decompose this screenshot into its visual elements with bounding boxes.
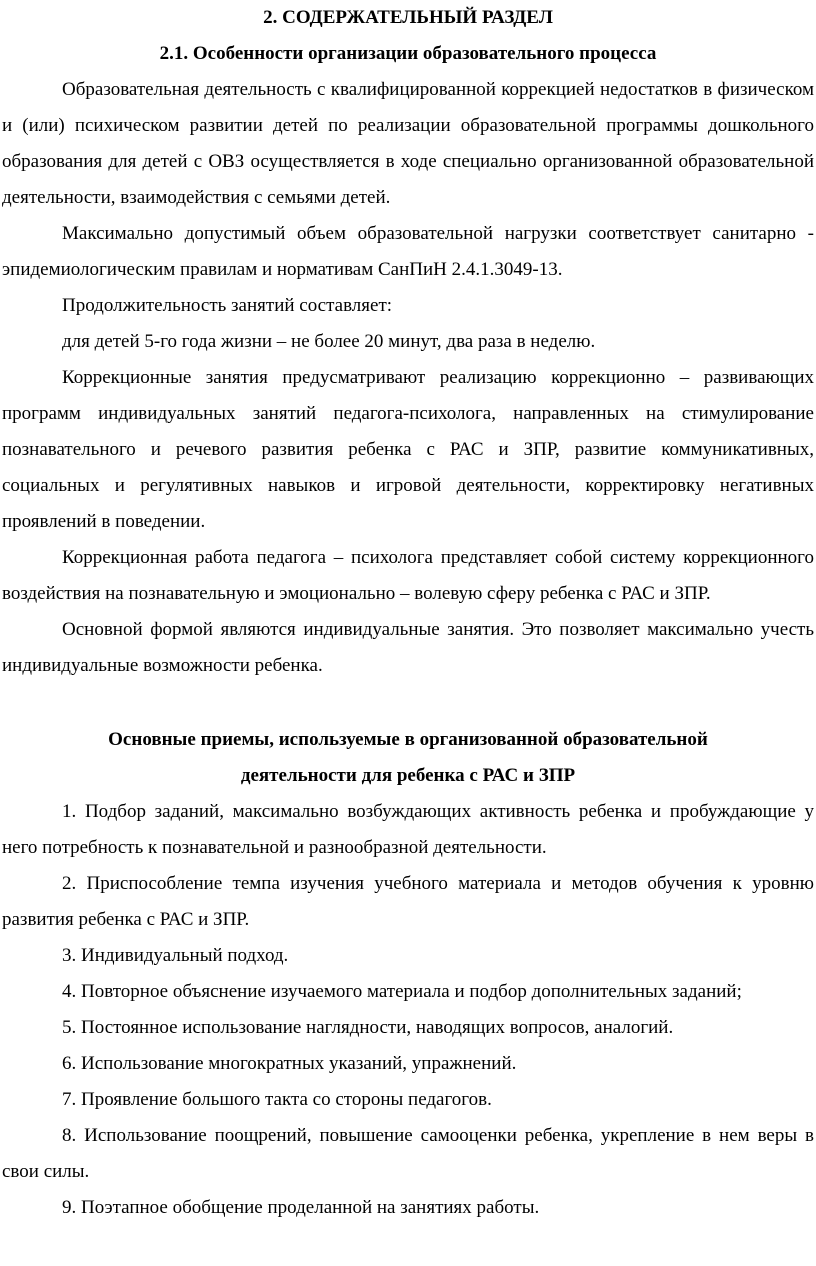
- paragraph: Максимально допустимый объем образовательной нагрузки соответствует санитарно - эпидемиологическим правилам и нормативам СанПиН 2.4.1.3049-13.: [2, 223, 814, 280]
- methods-title-line2: деятельности для ребенка с РАС и ЗПР: [240, 765, 576, 786]
- subsection-title: 2.1. Особенности организации образовательного процесса: [159, 43, 657, 64]
- paragraph: Основной формой являются индивидуальные занятия. Это позволяет максимально учесть индивидуальные возможности ребенка.: [2, 619, 814, 676]
- method-item: 2. Приспособление темпа изучения учебного материала и методов обучения к уровню развития ребенка с РАС и ЗПР.: [2, 873, 814, 930]
- method-item: 4. Повторное объяснение изучаемого материала и подбор дополнительных заданий;: [62, 981, 742, 1002]
- method-item: 1. Подбор заданий, максимально возбуждающих активность ребенка и пробуждающие у него потребность к познавательной и разнообразной деятельности.: [2, 801, 814, 858]
- method-item: 8. Использование поощрений, повышение самооценки ребенка, укрепление в нем веры в свои силы.: [2, 1125, 814, 1182]
- methods-title-line1: Основные приемы, используемые в организованной образовательной: [108, 729, 708, 750]
- paragraph: для детей 5-го года жизни – не более 20 минут, два раза в неделю.: [62, 331, 596, 352]
- method-item: 5. Постоянное использование наглядности, наводящих вопросов, аналогий.: [62, 1017, 674, 1038]
- section-gap: [2, 684, 814, 722]
- method-item: 3. Индивидуальный подход.: [62, 945, 289, 966]
- paragraph: Продолжительность занятий составляет:: [62, 295, 393, 316]
- method-item: 9. Поэтапное обобщение проделанной на занятиях работы.: [62, 1197, 540, 1218]
- paragraph: Коррекционная работа педагога – психолога представляет собой систему коррекционного воздействия на познавательную и эмоционально – волевую сферу ребенка с РАС и ЗПР.: [2, 547, 814, 604]
- section-title: 2. СОДЕРЖАТЕЛЬНЫЙ РАЗДЕЛ: [263, 7, 553, 28]
- method-item: 6. Использование многократных указаний, упражнений.: [62, 1053, 517, 1074]
- paragraph: Образовательная деятельность с квалифицированной коррекцией недостатков в физическом и (или) психическом развитии детей по реализации образовательной программы дошкольного образования для детей с ОВЗ осуществляется в ходе специально организованной образовательной деятельности, взаимодействия с семьями детей.: [2, 79, 814, 208]
- method-item: 7. Проявление большого такта со стороны педагогов.: [62, 1089, 492, 1110]
- paragraph: Коррекционные занятия предусматривают реализацию коррекционно – развивающих программ индивидуальных занятий педагога-психолога, направленных на стимулирование познавательного и речевого развития ребенка с РАС и ЗПР, развитие коммуникативных, социальных и регулятивных навыков и игровой деятельности, корректировку негативных проявлений в поведении.: [2, 367, 814, 532]
